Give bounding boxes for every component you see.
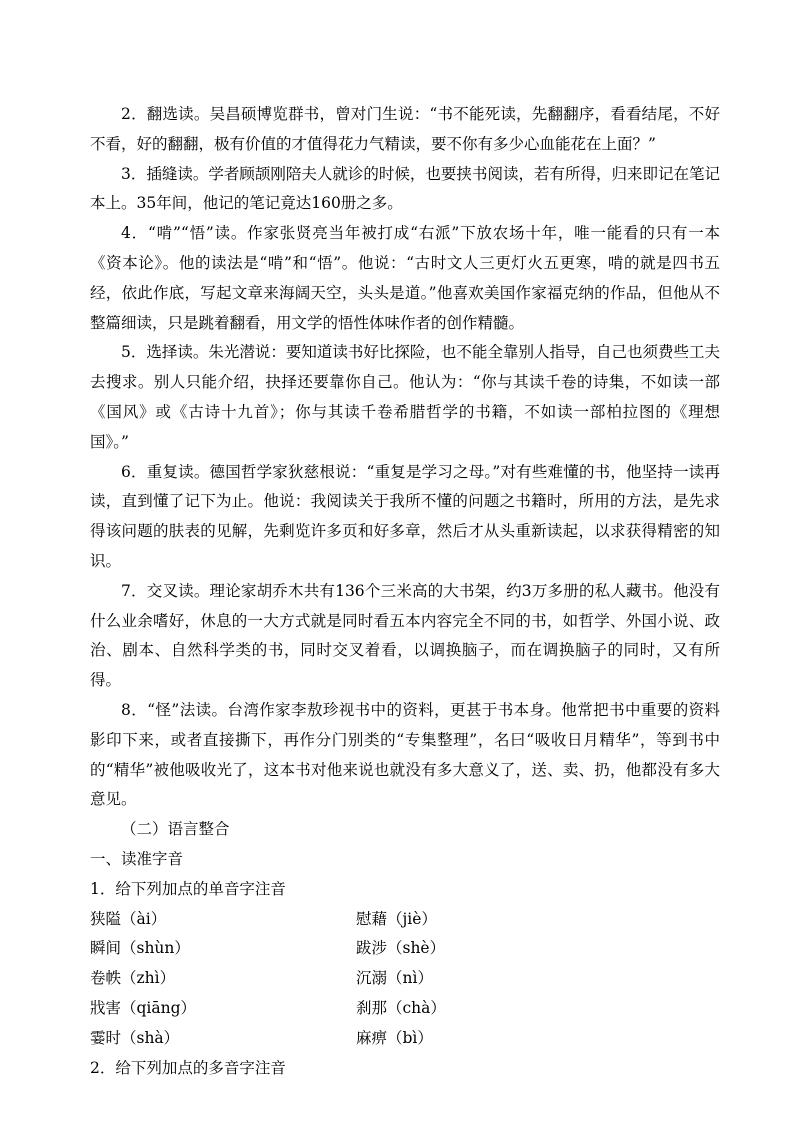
sub-heading: 一、读准字音	[90, 849, 184, 868]
word-row	[90, 1024, 720, 1054]
word-entry: 沉溺（nì）	[356, 969, 433, 988]
pinyin-word-list	[90, 905, 720, 1054]
item1-title: 1．给下列加点的单音字注音	[90, 879, 286, 898]
word-row	[90, 934, 720, 964]
word-entry: 跋涉（shè）	[356, 939, 446, 958]
paragraph-method-5: 5．选择读。朱光潜说：要知道读书好比探险，也不能全靠别人指导，自己也须费些工夫去搜求。别人只能介绍，抉择还要靠你自己。他认为：“你与其读千卷的诗集，不如读一部《国风》或《古诗十九首》；你与其读千卷希腊哲学的书籍，不如读一部柏拉图的《理想国》。”	[90, 343, 720, 451]
paragraph-method-4: 4．“啃”“悟”读。作家张贤亮当年被打成“右派”下放农场十年，唯一能看的只有一本《资本论》。他的读法是“啃”和“悟”。他说：“古时文人三更灯火五更寒，啃的就是四书五经，依此作底，写起文章来海阔天空，头头是道。”他喜欢美国作家福克纳的作品，但他从不整篇细读，只是跳着翻看，用文学的悟性体味作者的创作精髓。	[90, 224, 720, 332]
word-entry: 霎时（shà）	[90, 1028, 180, 1047]
word-entry: 戕害（qiāng）	[90, 998, 197, 1017]
paragraph-method-3: 3．插缝读。学者顾颉刚陪夫人就诊的时候，也要挟书阅读，若有所得，归来即记在笔记本上。35年间，他记的笔记竟达160册之多。	[90, 164, 720, 213]
paragraph-method-6: 6．重复读。德国哲学家狄慈根说：“重复是学习之母。”对有些难懂的书，他坚持一读再读，直到懂了记下为止。他说：我阅读关于我所不懂的问题之书籍时，所用的方法，是先求得该问题的肤表的见解，先剩览许多页和好多章，然后才从头重新读起，以求获得精密的知识。	[90, 462, 720, 570]
document-body	[90, 100, 720, 1083]
paragraph-method-8: 8．“怪”法读。台湾作家李敖珍视书中的资料，更甚于书本身。他常把书中重要的资料影印下来，或者直接撕下，再作分门别类的“专集整理”，名曰“吸收日月精华”，等到书中的“精华”被他吸收光了，这本书对他来说也就没有多大意义了，送、卖、扔，他都没有多大意见。	[90, 700, 720, 809]
word-entry: 卷帙（zhì）	[90, 969, 176, 988]
word-entry: 狭隘（ài）	[90, 909, 167, 928]
word-row	[90, 905, 720, 935]
word-entry: 麻痹（bì）	[356, 1028, 433, 1047]
paragraph-method-2: 2．翻选读。吴昌硕博览群书，曾对门生说：“书不能死读，先翻翻序，看看结尾，不好不看，好的翻翻，极有价值的才值得花力气精读，要不你有多少心血能花在上面？”	[90, 105, 720, 153]
word-entry: 慰藉（jiè）	[356, 909, 437, 928]
word-row	[90, 994, 720, 1024]
section-heading: （二）语言整合	[121, 820, 230, 839]
word-row	[90, 964, 720, 994]
paragraph-method-7: 7．交叉读。理论家胡乔木共有136个三米高的大书架，约3万多册的私人藏书。他没有什么业余嗜好，休息的一大方式就是同时看五本内容完全不同的书，如哲学、外国小说、政治、剧本、自然科学类的书，同时交叉着看，以调换脑子，而在调换脑子的同时，又有所得。	[90, 581, 720, 690]
word-entry: 刹那（chà）	[356, 998, 446, 1017]
word-entry: 瞬间（shùn）	[90, 939, 190, 958]
item2-title: 2．给下列加点的多音字注音	[90, 1058, 286, 1077]
